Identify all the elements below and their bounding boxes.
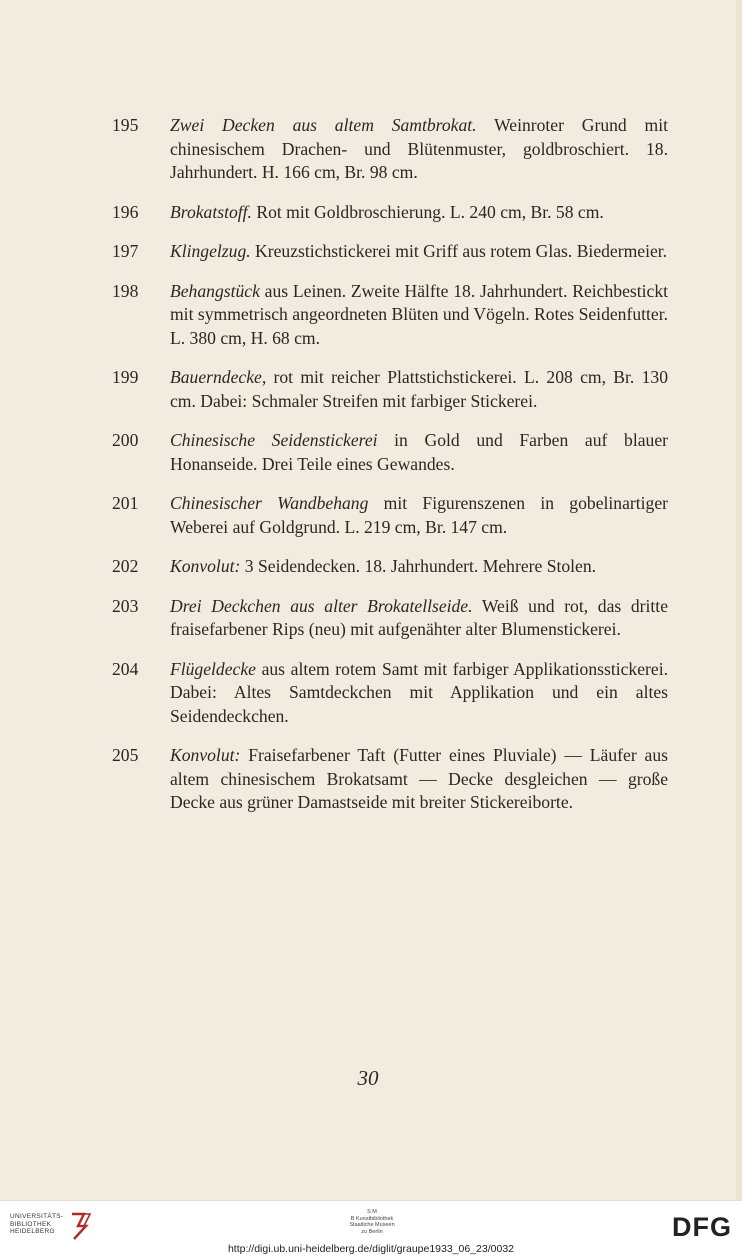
- catalog-entry: [112, 555, 668, 579]
- entry-title: Flügeldecke: [170, 658, 256, 679]
- source-url[interactable]: http://digi.ub.uni-heidelberg.de/diglit/graupe1933_06_23/0032: [227, 1243, 515, 1255]
- entry-title: Brokatstoff.: [170, 201, 252, 222]
- entry-number: 205: [112, 745, 139, 765]
- entry-title: Drei Deckchen aus alter Brokatellseide.: [170, 595, 473, 616]
- entry-number: 200: [112, 430, 139, 450]
- page-edge: [736, 0, 742, 1200]
- catalog-entry: [112, 240, 668, 264]
- entry-title: Konvolut:: [170, 556, 241, 576]
- entry-title: Chinesische Seidenstickerei: [170, 430, 378, 450]
- heidelberg-library-logo[interactable]: [10, 1211, 94, 1241]
- entry-number: 204: [112, 658, 139, 679]
- entry-number: 196: [112, 201, 139, 222]
- entry-text: aus altem rotem Samt mit farbiger Applikationsstickerei. Dabei: Altes Samtdeckchen mit Applikation und ein altes Seidendeckchen.: [170, 658, 668, 726]
- page-number: 30: [357, 1066, 379, 1090]
- catalog-entry: [112, 492, 668, 539]
- entry-number: 195: [112, 115, 139, 135]
- entry-title: Klingelzug.: [170, 241, 251, 261]
- dfg-logo[interactable]: DFG: [672, 1212, 732, 1242]
- kunstbibliothek-logo: S M B Kunstbibliothek Staatliche Museen zu Berlin: [349, 1209, 395, 1235]
- entry-text: mit Figurenszenen in gobelinartiger Weberei auf Goldgrund. L. 219 cm, Br. 147 cm.: [170, 493, 668, 537]
- entry-number: 201: [112, 493, 139, 513]
- catalog-entry: [112, 744, 668, 815]
- footer-bar: [0, 1200, 742, 1256]
- entry-text: in Gold und Farben auf blauer Honanseide. Drei Teile eines Gewandes.: [170, 430, 668, 474]
- catalog-entry: [112, 201, 668, 225]
- entry-text: rot mit reicher Plattstichstickerei. L. 208 cm, Br. 130 cm. Dabei: Schmaler Streifen mit farbiger Stickerei.: [170, 367, 668, 411]
- catalog-entry: [112, 114, 668, 185]
- entry-number: 202: [112, 556, 139, 576]
- entry-text: Weiß und rot, das dritte fraisefarbener Rips (neu) mit aufgenähter alter Blumenstickerei.: [170, 595, 668, 639]
- entry-title: Chinesischer Wandbehang: [170, 493, 369, 513]
- catalog-entries: [112, 114, 668, 831]
- entry-title: Behangstück: [170, 280, 260, 301]
- entry-title: Zwei Decken aus altem Samtbrokat.: [170, 115, 477, 135]
- entry-title: Bauerndecke,: [170, 367, 267, 387]
- catalog-entry: [112, 658, 668, 729]
- entry-text: aus Leinen. Zweite Hälfte 18. Jahrhundert. Reichbestickt mit symmetrisch angeordneten Blüten und Vögeln. Rotes Seidenfutter. L. 380 cm, H. 68 cm.: [170, 280, 668, 348]
- entry-text: Weinroter Grund mit chinesischem Drachen- und Blütenmuster, goldbroschiert. 18. Jahrhundert. H. 166 cm, Br. 98 cm.: [170, 115, 668, 182]
- library-name: UNIVERSITÄTS- BIBLIOTHEK HEIDELBERG: [10, 1213, 64, 1235]
- entry-number: 203: [112, 595, 139, 616]
- catalog-entry: [112, 366, 668, 413]
- entry-text: 3 Seidendecken. 18. Jahrhundert. Mehrere Stolen.: [240, 556, 597, 576]
- entry-number: 198: [112, 280, 139, 301]
- entry-text: Fraisefarbener Taft (Futter eines Pluviale) — Läufer aus altem chinesischem Brokatsamt — Decke desgleichen — große Decke aus grüner Damastseide mit breiter Stickereiborte.: [170, 745, 668, 812]
- catalog-entry: [112, 280, 668, 351]
- entry-number: 197: [112, 241, 139, 261]
- library-emblem-icon: [68, 1211, 94, 1241]
- entry-text: Rot mit Goldbroschierung. L. 240 cm, Br. 58 cm.: [251, 201, 604, 222]
- entry-number: 199: [112, 367, 139, 387]
- catalog-entry: [112, 595, 668, 642]
- catalog-entry: [112, 429, 668, 476]
- entry-text: Kreuzstichstickerei mit Griff aus rotem Glas. Biedermeier.: [250, 241, 668, 261]
- entry-title: Konvolut:: [170, 745, 241, 765]
